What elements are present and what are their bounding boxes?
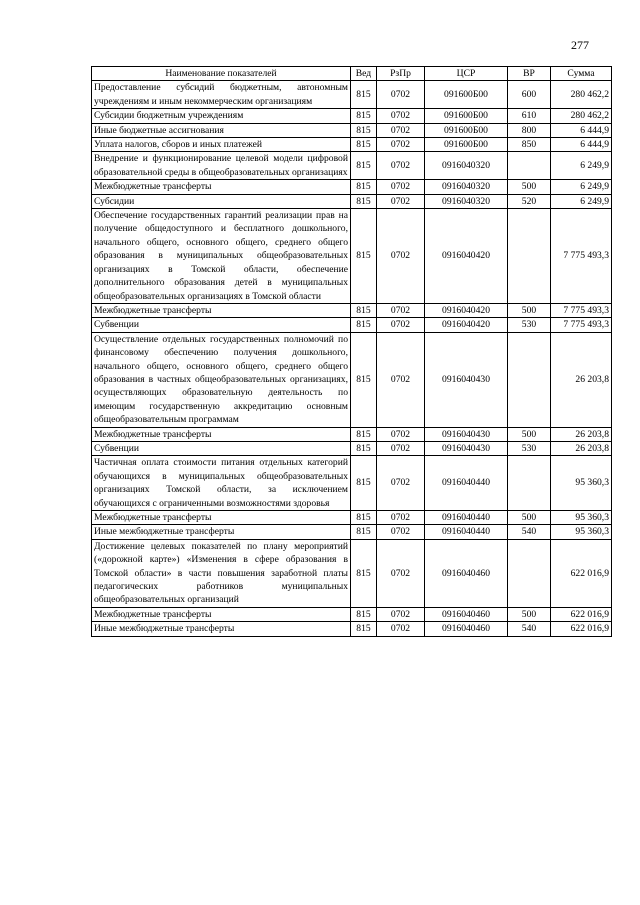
cell-ved: 815 [351,525,377,539]
cell-name: Субсидии [92,194,351,208]
header-vr: ВР [508,67,551,81]
cell-sum: 7 775 493,3 [551,209,612,304]
cell-sum: 6 249,9 [551,180,612,194]
cell-vr [508,152,551,180]
cell-rzpr: 0702 [377,607,425,621]
cell-name: Межбюджетные трансферты [92,511,351,525]
cell-ved: 815 [351,303,377,317]
cell-vr: 500 [508,303,551,317]
table-header-row [92,67,612,81]
cell-ved: 815 [351,511,377,525]
cell-rzpr: 0702 [377,81,425,109]
cell-name: Внедрение и функционирование целевой модели цифровой образовательной среды в общеобразовательных организациях [92,152,351,180]
cell-csr: 0916040430 [425,441,508,455]
cell-sum: 622 016,9 [551,622,612,636]
cell-rzpr: 0702 [377,456,425,511]
table-row [92,152,612,180]
cell-sum: 26 203,8 [551,441,612,455]
cell-csr: 091600Б00 [425,123,508,137]
cell-csr: 0916040440 [425,456,508,511]
header-csr: ЦСР [425,67,508,81]
cell-rzpr: 0702 [377,525,425,539]
cell-csr: 0916040420 [425,209,508,304]
cell-name: Обеспечение государственных гарантий реализации прав на получение общедоступного и бесплатного дошкольного, начального общего, основного общего, среднего общего образования в муниципальных общеобразовательных организациях в Томской области, обеспечение дополнительного образования детей в муниципальных общеобразовательных организациях в Томской области [92,209,351,304]
cell-vr: 500 [508,427,551,441]
cell-name: Субвенции [92,318,351,332]
cell-csr: 0916040430 [425,427,508,441]
cell-ved: 815 [351,318,377,332]
cell-sum: 6 444,9 [551,123,612,137]
table-row [92,427,612,441]
cell-ved: 815 [351,209,377,304]
cell-rzpr: 0702 [377,123,425,137]
cell-name: Межбюджетные трансферты [92,303,351,317]
cell-sum: 6 444,9 [551,138,612,152]
cell-csr: 091600Б00 [425,81,508,109]
cell-ved: 815 [351,441,377,455]
cell-csr: 0916040460 [425,607,508,621]
cell-ved: 815 [351,456,377,511]
table-row [92,511,612,525]
cell-sum: 622 016,9 [551,607,612,621]
cell-sum: 280 462,2 [551,81,612,109]
cell-vr: 540 [508,525,551,539]
header-rzpr: РзПр [377,67,425,81]
cell-ved: 815 [351,194,377,208]
cell-name: Субвенции [92,441,351,455]
cell-name: Осуществление отдельных государственных полномочий по финансовому обеспечению получения дошкольного, начального общего, основного общего, среднего общего образования в частных общеобразовательных организациях, осуществляющих образовательную деятельность по имеющим государственную аккредитацию основным общеобразовательным программам [92,332,351,427]
cell-sum: 95 360,3 [551,456,612,511]
cell-sum: 7 775 493,3 [551,303,612,317]
cell-sum: 6 249,9 [551,152,612,180]
cell-vr: 500 [508,607,551,621]
cell-vr [508,332,551,427]
cell-name: Иные бюджетные ассигнования [92,123,351,137]
cell-csr: 091600Б00 [425,138,508,152]
table-row [92,332,612,427]
header-sum: Сумма [551,67,612,81]
cell-csr: 091600Б00 [425,109,508,123]
cell-vr [508,539,551,607]
table-row [92,622,612,636]
cell-rzpr: 0702 [377,539,425,607]
cell-name: Иные межбюджетные трансферты [92,622,351,636]
table-row [92,180,612,194]
cell-rzpr: 0702 [377,332,425,427]
table-row [92,539,612,607]
header-ved: Вед [351,67,377,81]
cell-sum: 26 203,8 [551,427,612,441]
cell-csr: 0916040440 [425,525,508,539]
cell-ved: 815 [351,622,377,636]
cell-ved: 815 [351,427,377,441]
cell-name: Межбюджетные трансферты [92,180,351,194]
cell-csr: 0916040420 [425,318,508,332]
cell-csr: 0916040460 [425,539,508,607]
table-row [92,109,612,123]
cell-name: Иные межбюджетные трансферты [92,525,351,539]
cell-vr: 530 [508,318,551,332]
cell-ved: 815 [351,607,377,621]
cell-csr: 0916040320 [425,180,508,194]
table-row [92,456,612,511]
table-row [92,209,612,304]
cell-vr: 540 [508,622,551,636]
cell-vr: 520 [508,194,551,208]
cell-sum: 6 249,9 [551,194,612,208]
cell-sum: 280 462,2 [551,109,612,123]
cell-ved: 815 [351,332,377,427]
cell-vr: 850 [508,138,551,152]
cell-ved: 815 [351,138,377,152]
cell-vr: 800 [508,123,551,137]
table-row [92,81,612,109]
table-row [92,525,612,539]
cell-name: Частичная оплата стоимости питания отдельных категорий обучающихся в муниципальных общеобразовательных организациях Томской области, за исключением обучающихся с ограниченными возможностями здоровья [92,456,351,511]
cell-ved: 815 [351,152,377,180]
cell-sum: 26 203,8 [551,332,612,427]
cell-csr: 0916040320 [425,194,508,208]
cell-ved: 815 [351,180,377,194]
cell-vr: 500 [508,180,551,194]
cell-name: Уплата налогов, сборов и иных платежей [92,138,351,152]
cell-csr: 0916040440 [425,511,508,525]
cell-name: Субсидии бюджетным учреждениям [92,109,351,123]
cell-ved: 815 [351,123,377,137]
cell-ved: 815 [351,81,377,109]
header-name: Наименование показателей [92,67,351,81]
cell-rzpr: 0702 [377,209,425,304]
cell-vr: 530 [508,441,551,455]
cell-rzpr: 0702 [377,194,425,208]
cell-rzpr: 0702 [377,138,425,152]
table-row [92,123,612,137]
cell-name: Межбюджетные трансферты [92,427,351,441]
cell-rzpr: 0702 [377,152,425,180]
table-row [92,441,612,455]
cell-sum: 622 016,9 [551,539,612,607]
cell-csr: 0916040460 [425,622,508,636]
cell-rzpr: 0702 [377,441,425,455]
budget-table [91,66,612,637]
cell-csr: 0916040430 [425,332,508,427]
cell-rzpr: 0702 [377,318,425,332]
cell-vr: 600 [508,81,551,109]
table-row [92,194,612,208]
cell-vr: 500 [508,511,551,525]
cell-sum: 95 360,3 [551,525,612,539]
cell-rzpr: 0702 [377,622,425,636]
cell-sum: 7 775 493,3 [551,318,612,332]
cell-rzpr: 0702 [377,427,425,441]
cell-rzpr: 0702 [377,180,425,194]
table-row [92,138,612,152]
cell-rzpr: 0702 [377,511,425,525]
cell-csr: 0916040320 [425,152,508,180]
cell-name: Межбюджетные трансферты [92,607,351,621]
page-number: 277 [571,38,589,52]
cell-name: Предоставление субсидий бюджетным, автономным учреждениям и иным некоммерческим организациям [92,81,351,109]
cell-csr: 0916040420 [425,303,508,317]
cell-vr: 610 [508,109,551,123]
table-row [92,607,612,621]
table-row [92,318,612,332]
cell-ved: 815 [351,539,377,607]
cell-sum: 95 360,3 [551,511,612,525]
table-row [92,303,612,317]
cell-vr [508,209,551,304]
cell-ved: 815 [351,109,377,123]
cell-vr [508,456,551,511]
cell-name: Достижение целевых показателей по плану мероприятий («дорожной карте») «Изменения в сфере образования в Томской области» в части повышения заработной платы педагогических работников муниципальных общеобразовательных организаций [92,539,351,607]
cell-rzpr: 0702 [377,303,425,317]
cell-rzpr: 0702 [377,109,425,123]
